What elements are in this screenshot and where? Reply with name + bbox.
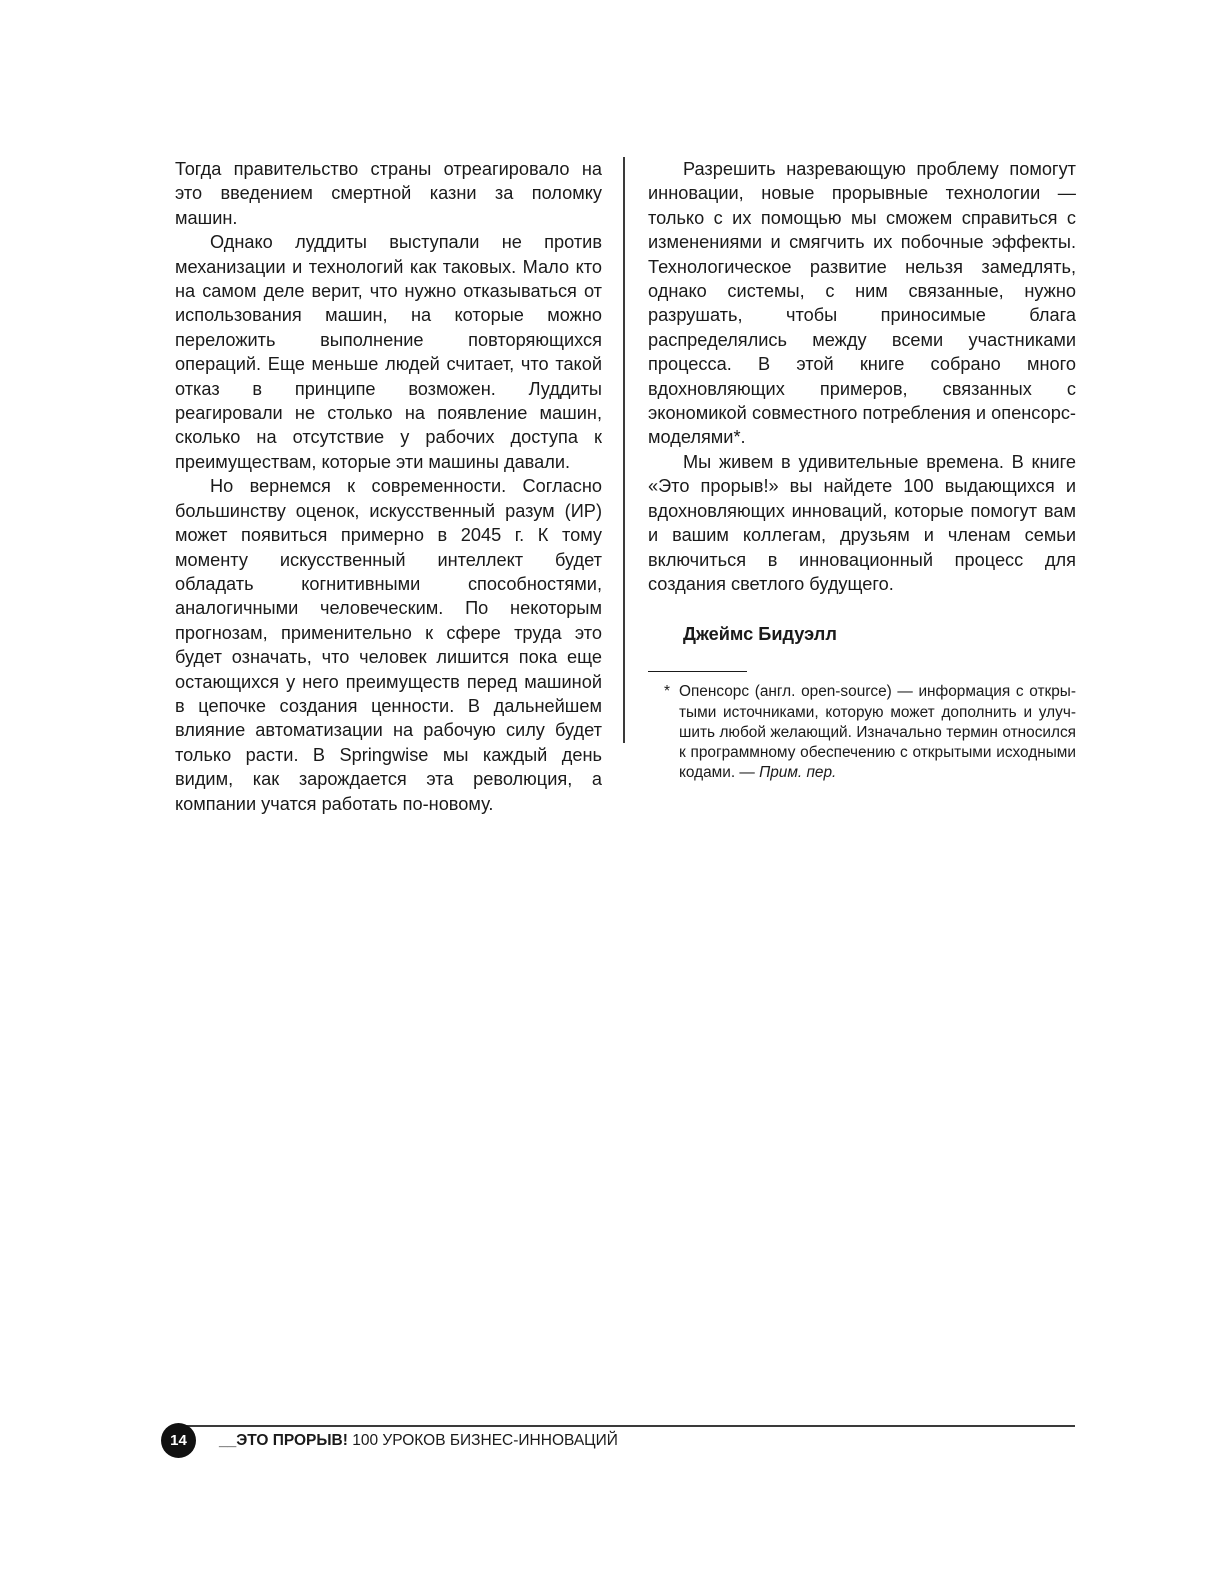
footnote-translator-note: Прим. пер. [759,764,837,782]
left-paragraph-2: Однако луддиты выступали не против механизации и технологий как таковых. Мало кто на самом деле верит, что нужно отказываться от использования машин, на которые можно переложить выполнение повторяющихся операций. Еще меньше людей считает, что такой отказ в принципе возможен. Луддиты реагировали не столько на появление машин, сколько на отсутствие у рабочих доступа к преимуществам, которые эти машины давали. [175,232,602,472]
footnote-mark: * [664,683,670,701]
author-signature: Джеймс Бидуэлл [683,624,837,645]
right-paragraph-1: Разрешить назревающую проблему помогут инновации, новые прорывные технологии — только с их помощью мы сможем справиться с изменениями и смягчить их побочные эффекты. Технологическое развитие нельзя замедлять, однако системы, с ним связанные, нужно разрушать, чтобы приносимые блага распределялись между всеми участниками процесса. В этой книге собрано много вдохновляющих примеров, связанных с экономикой совместного потребления и опенсорс-моделями*. [648,159,1076,448]
column-divider [623,157,625,743]
left-paragraph-1: Тогда правительство страны отреагировало на это введением смертной казни за поломку машин. [175,159,602,228]
footnote-rule [648,671,747,672]
right-column [648,157,1076,783]
footer-rule [175,1425,1075,1427]
footnote-text: Опенсорс (англ. open-source) — информация с открытыми источниками, которую может дополнить и улучшить любой желающий. Изначально термин относился к программному обеспечению с открытыми исходными кодами. — [679,683,1076,782]
running-title-bold: __ЭТО ПРОРЫВ! [219,1432,348,1449]
left-column [175,157,602,816]
running-title-rest: 100 УРОКОВ БИЗНЕС-ИННОВАЦИЙ [347,1432,618,1449]
footnote-body [679,682,1076,783]
right-paragraph-2: Мы живем в удивительные времена. В книге «Это прорыв!» вы найдете 100 выдающихся и вдохновляющих инноваций, которые помогут вам и вашим коллегам, друзьям и членам семьи включиться в инновационный процесс для создания светлого будущего. [648,451,1076,594]
left-paragraph-3: Но вернемся к современности. Согласно большинству оценок, искусственный разум (ИР) может появиться примерно в 2045 г. К тому моменту искусственный интеллект будет обладать когнитивными способностями, аналогичными человеческим. По некоторым прогнозам, применительно к сфере труда это будет означать, что человек лишится пока еще остающихся у него преимуществ перед машиной в цепочке создания ценности. В дальнейшем влияние автоматизации на рабочую силу будет только расти. В Springwise мы каждый день видим, как зарождается эта революция, а компании учатся работать по-новому. [175,476,602,814]
footnote [648,682,1076,783]
page-number: 14 [161,1423,196,1458]
running-title [219,1431,618,1451]
